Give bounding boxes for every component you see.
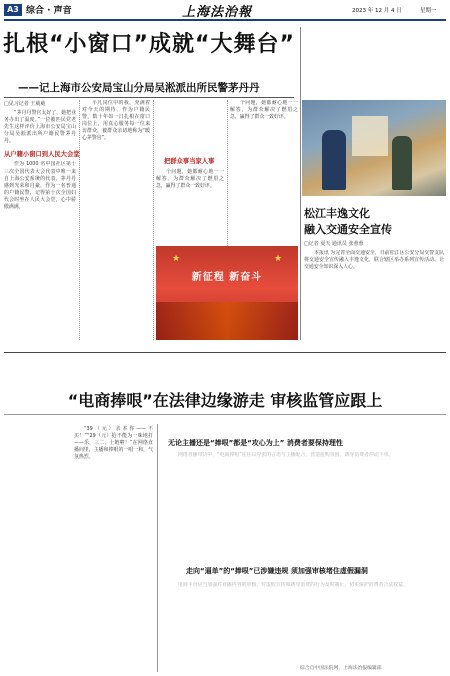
sidebar-text: 本报讯 为完善全面交通安全，日前松江区公安分局交警支队将交通安全宣传融入丰逸文化，联合辖区举办系列宣传活动，让交通安全知识深入人心。 bbox=[304, 250, 444, 271]
feature-sub2-body bbox=[168, 582, 446, 662]
lead-col4-text: 个问题，她都耐心地一一解答，为群众解决了燃眉之急，赢得了群众一致好评。 bbox=[230, 100, 298, 121]
lead-section2-head: 把群众事当家人事 bbox=[164, 158, 215, 165]
page-header bbox=[0, 0, 450, 20]
feature-quote-box bbox=[74, 424, 158, 672]
lead-subheadline: ——记上海市公安局宝山分局吴淞派出所民警茅丹丹 bbox=[18, 82, 260, 94]
lead-byline: □见习记者 王葳葳 bbox=[4, 101, 46, 107]
sidebar-news bbox=[302, 100, 446, 340]
lead-column-1 bbox=[4, 100, 80, 340]
feature-sub1-text: 网络直播带货中，“电商捧哏”往往以夸张的言语与主播配合，营造抢购氛围，诱导消费者冲动下单。 bbox=[178, 452, 394, 458]
masthead-logo: 上海法治報 bbox=[182, 5, 253, 20]
lead-column-2 bbox=[82, 100, 150, 340]
lead-section1-text: 作为 1000 名中国社区第十三次全国代表大会代表中唯一来自上海公安系统的代表，茅丹丹感到光荣和自豪，作为一名普通的户籍民警，记得第十次全国妇代会时坐在人民大会堂，心中骄傲满满。 bbox=[4, 161, 76, 211]
lead-intro: “茅丹丹警官太好了，她把业务办出了温度。”一位被匹民党老先生这样评价上海市公安局宝山分局吴淞派出所户籍民警茅丹丹。 bbox=[4, 110, 76, 145]
subheadline-rule bbox=[4, 97, 294, 98]
sidebar-title-line1: 松江丰逸文化 bbox=[304, 207, 370, 220]
ad-label: 新征程 新奋斗 bbox=[191, 272, 263, 283]
section-name: 综合 · 声音 bbox=[26, 6, 72, 16]
feature-headline-rule bbox=[4, 414, 446, 415]
col-divider bbox=[79, 100, 80, 340]
issue-weekday: 星期一 bbox=[420, 8, 437, 14]
sidebar-photo bbox=[302, 100, 446, 196]
photo-figure bbox=[392, 136, 412, 190]
photo-board bbox=[352, 116, 388, 156]
lead-headline: 扎根“小窗口”成就“大舞台” bbox=[3, 32, 295, 57]
feature-sub2-text: 电商平台应当加强对直播内容的审核，对虚假宣传和诱导消费的行为及时制止，切实保护消费者合法权益。 bbox=[178, 582, 408, 588]
issue-date: 2023 年 12 月 4 日 bbox=[352, 8, 402, 14]
ad-banner bbox=[156, 246, 298, 340]
lead-col2-text: 平凡岗位中的我，充满着对今天的期待，作为户籍民警，数十年如一日扎根在窗口岗位上，用真心服务每一位来访群众，被群众亲切地称为“暖心茅警官”。 bbox=[82, 100, 150, 142]
page-code-badge bbox=[4, 4, 22, 16]
page-code: A3 bbox=[7, 5, 19, 14]
feature-top-rule bbox=[4, 352, 446, 353]
feature-sub1-body bbox=[168, 452, 446, 510]
feature-footer: 综合自中国法院网、上海法治报编辑部 bbox=[300, 666, 382, 671]
ad-decoration-band bbox=[156, 302, 298, 340]
lead-col3-text: 个问题，她都耐心地一一解答，为群众解决了燃眉之急，赢得了群众一致好评。 bbox=[156, 169, 224, 190]
feature-sub1: 无论主播还是“捧哏”都是“攻心为上” 消费者要保持理性 bbox=[168, 439, 343, 447]
ad-star-icon: ★ bbox=[172, 254, 181, 264]
lead-column-4 bbox=[230, 100, 298, 240]
ad-star-icon: ★ bbox=[274, 254, 283, 264]
feature-quote-text: “39（元）亲本你——不买！”“29（元）抢不能为一味地打——乐，三二，上链啦！”在网络直播间里，主播和捧哏的一唱一和，气氛热烈。 bbox=[74, 426, 153, 461]
col-divider bbox=[153, 100, 154, 340]
header-rule bbox=[4, 19, 446, 21]
lead-section1-head: 从户籍小窗口到人民大会堂 bbox=[4, 151, 80, 159]
sidebar-title-line2: 融入交通安全宣传 bbox=[304, 223, 392, 236]
col-divider bbox=[300, 27, 301, 340]
feature-headline: “电商捧哏”在法律边缘游走 审核监管应跟上 bbox=[67, 391, 383, 410]
photo-figure bbox=[322, 130, 346, 190]
feature-sub2: 走向“逼单”的“捧哏”已涉嫌违规 须加强审核堵住虚假漏洞 bbox=[186, 567, 368, 575]
sidebar-byline: □记者 夏天 通讯员 张蓉蓉 bbox=[304, 241, 364, 247]
